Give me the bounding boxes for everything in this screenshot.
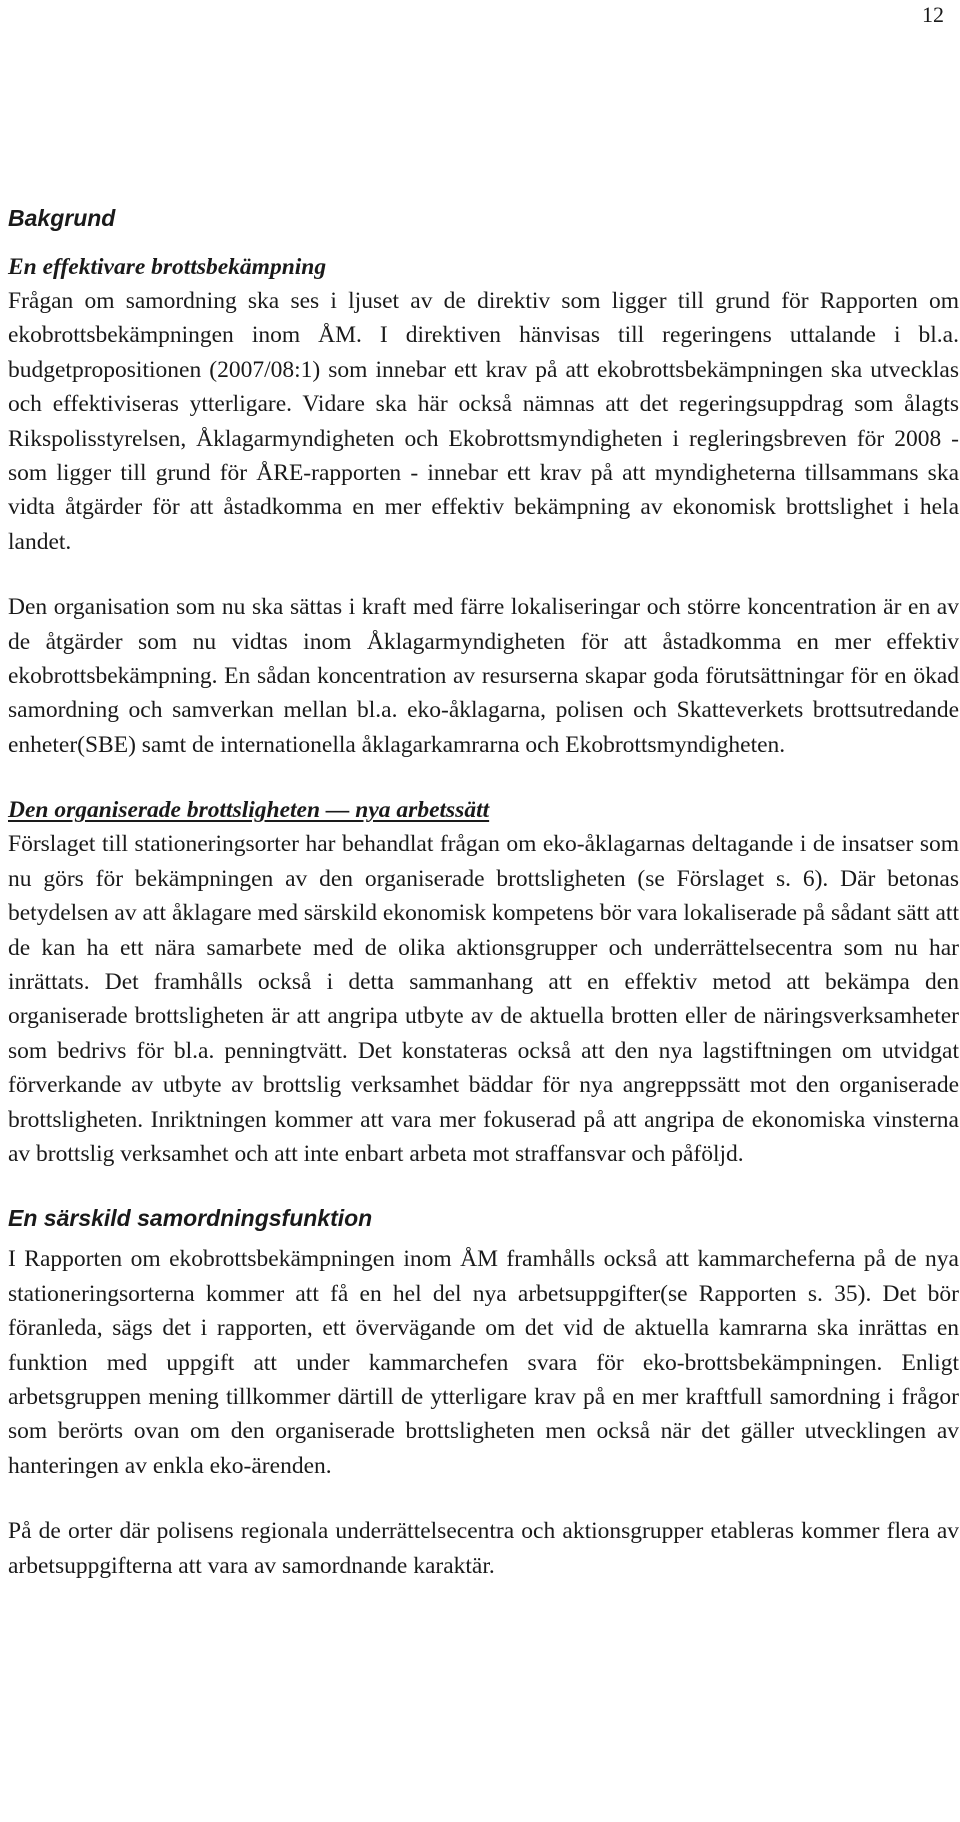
heading-samordning: En särskild samordningsfunktion: [8, 1205, 373, 1232]
page-content: [8, 200, 959, 1583]
paragraph-organiserade-1: Förslaget till stationeringsorter har behandlat frågan om eko-åklagarnas deltagande i de insatser som nu görs för bekämpningen av den organiserade brottsligheten (se Förslaget s. 6). Där betonas betydelsen av att åklagare med särskild ekonomisk kompetens bör vara lokaliserade på sådant sätt att de kan ha ett nära samarbete med de olika aktionsgrupper och underrättelsecentra som nu har inrättats. Det framhålls också i detta sammanhang att en effektiv metod att bekämpa den organiserade brottsligheten är att angripa utbyte av de aktuella brotten eller de näringsverksamheter som bedrivs för bl.a. penningtvätt. Det konstateras också att den nya lagstiftningen om utvidgat förverkande av utbyte av brottslig verksamhet bäddar för nya angreppssätt mot den organiserade brottsligheten. Inriktningen kommer att vara mer fokuserad på att angripa de ekonomiska vinsterna av brottslig verksamhet och att inte enbart arbeta mot straffansvar och påföljd.: [8, 831, 959, 1167]
heading-effektivare: En effektivare brottsbekämpning: [8, 254, 327, 280]
paragraph-samordning-1: I Rapporten om ekobrottsbekämpningen inom ÅM framhålls också att kammarcheferna på de nya stationeringsorterna kommer att få en hel del nya arbetsuppgifter(se Rapporten s. 35). Det bör föranleda, sägs det i rapporten, ett övervägande om det vid de aktuella kamrarna ska inrättas en funktion med uppgift att under kammarchefen svara för eko-brottsbekämpningen. Enligt arbetsgruppen mening tillkommer därtill de ytterligare krav på en mer kraftfull samordning i frågor som berörts ovan om den organiserade brottsligheten men också när det gäller utvecklingen av hanteringen av enkla eko-ärenden.: [8, 1246, 959, 1479]
paragraph-effektivare-1: Frågan om samordning ska ses i ljuset av de direktiv som ligger till grund för Rapporten om ekobrottsbekämpningen inom ÅM. I direktiven hänvisas till regeringens uttalande i bl.a. budgetpropositionen (2007/08:1) som innebar ett krav på att ekobrottsbekämpningen ska utvecklas och effektiviseras ytterligare. Vidare ska här också nämnas att det regeringsuppdrag som ålagts Rikspolisstyrelsen, Åklagarmyndigheten och Ekobrottsmyndigheten i regleringsbreven för 2008 - som ligger till grund för ÅRE-rapporten - innebar ett krav på att myndigheterna tillsammans ska vidta åtgärder för att åstadkomma en mer effektiv bekämpning av ekonomisk brottslighet i hela landet.: [8, 288, 959, 555]
heading-organiserade: Den organiserade brottsligheten — nya arbetssätt: [8, 797, 490, 824]
page-number: 12: [922, 2, 944, 27]
heading-bakgrund: Bakgrund: [8, 205, 116, 231]
paragraph-samordning-2: På de orter där polisens regionala underrättelsecentra och aktionsgrupper etableras kommer flera av arbetsuppgifterna att vara av samordnande karaktär.: [8, 1518, 959, 1579]
paragraph-effektivare-2: Den organisation som nu ska sättas i kraft med färre lokaliseringar och större koncentration är en av de åtgärder som nu vidtas inom Åklagarmyndigheten för att åstadkomma en mer effektiv ekobrottsbekämpning. En sådan koncentration av resurserna skapar goda förutsättningar för en ökad samordning och samverkan mellan bl.a. eko-åklagarna, polisen och Skatteverkets brottsutredande enheter(SBE) samt de internationella åklagarkamrarna och Ekobrottsmyndigheten.: [8, 594, 959, 758]
